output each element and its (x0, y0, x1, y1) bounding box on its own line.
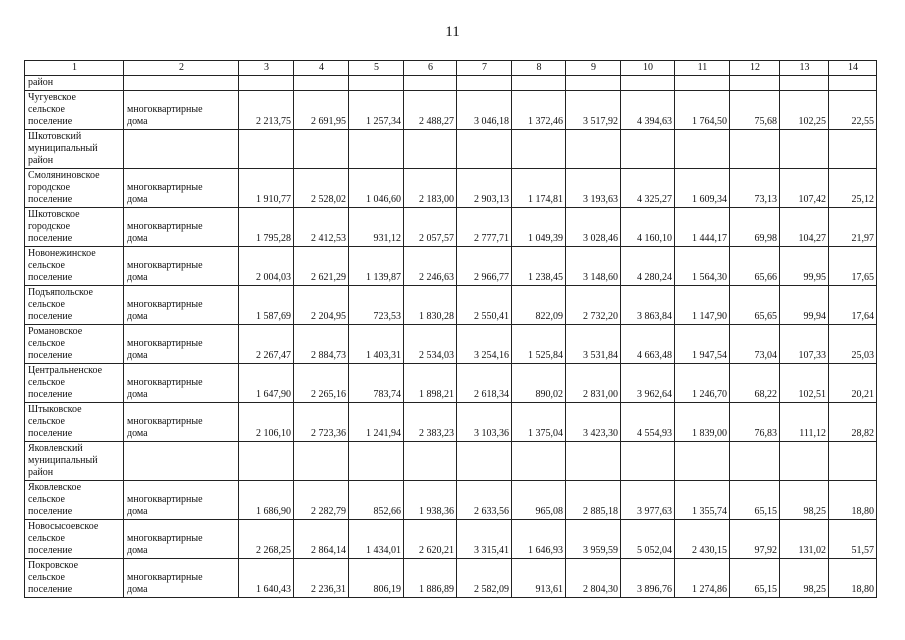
housing-type-cell (124, 559, 239, 598)
value-cell: 2 864,14 (294, 520, 349, 559)
value-cell (404, 130, 457, 169)
housing-type-cell (124, 364, 239, 403)
housing-type-line: дома (127, 389, 148, 400)
value-cell: 4 280,24 (621, 247, 675, 286)
value-cell: 3 962,64 (621, 364, 675, 403)
value-cell (621, 130, 675, 169)
housing-type-cell (124, 247, 239, 286)
value-cell: 4 394,63 (621, 91, 675, 130)
name-line: поселение (28, 506, 73, 517)
value-cell: 2 236,31 (294, 559, 349, 598)
value-cell: 1 174,81 (512, 169, 566, 208)
name-line: сельское (28, 494, 65, 505)
value-cell: 2 265,16 (294, 364, 349, 403)
name-line: муниципальный (28, 143, 98, 154)
value-cell (675, 442, 730, 481)
housing-type-line: многоквартирные (127, 494, 203, 505)
value-cell: 2 183,00 (404, 169, 457, 208)
settlement-name-cell (25, 403, 124, 442)
value-cell: 1 241,94 (349, 403, 404, 442)
value-cell: 1 686,90 (239, 481, 294, 520)
value-cell: 1 609,34 (675, 169, 730, 208)
housing-type-line: дома (127, 233, 148, 244)
value-cell (457, 130, 512, 169)
column-number-cell: 7 (457, 61, 512, 76)
value-cell (829, 442, 877, 481)
name-line: Центральненское (28, 365, 103, 376)
value-cell: 17,64 (829, 286, 877, 325)
name-line: район (28, 467, 54, 478)
table-row (25, 559, 877, 598)
column-number-cell: 12 (730, 61, 780, 76)
column-number-cell: 2 (124, 61, 239, 76)
value-cell: 75,68 (730, 91, 780, 130)
value-cell: 4 554,93 (621, 403, 675, 442)
value-cell: 99,95 (780, 247, 829, 286)
value-cell: 1 049,39 (512, 208, 566, 247)
value-cell: 2 213,75 (239, 91, 294, 130)
value-cell: 2 633,56 (457, 481, 512, 520)
column-number-cell: 13 (780, 61, 829, 76)
name-line: городское (28, 182, 71, 193)
value-cell (675, 130, 730, 169)
value-cell: 3 315,41 (457, 520, 512, 559)
table-row (25, 169, 877, 208)
name-line: сельское (28, 338, 65, 349)
value-cell: 4 325,27 (621, 169, 675, 208)
settlement-name-cell (25, 208, 124, 247)
value-cell: 890,02 (512, 364, 566, 403)
value-cell: 2 691,95 (294, 91, 349, 130)
value-cell (730, 76, 780, 91)
value-cell: 97,92 (730, 520, 780, 559)
value-cell (730, 130, 780, 169)
value-cell: 76,83 (730, 403, 780, 442)
name-line: городское (28, 221, 71, 232)
value-cell (730, 442, 780, 481)
value-cell: 102,51 (780, 364, 829, 403)
value-cell: 913,61 (512, 559, 566, 598)
value-cell (780, 76, 829, 91)
value-cell (349, 76, 404, 91)
value-cell: 68,22 (730, 364, 780, 403)
value-cell: 3 531,84 (566, 325, 621, 364)
name-line: поселение (28, 389, 73, 400)
housing-type-line: многоквартирные (127, 377, 203, 388)
value-cell: 5 052,04 (621, 520, 675, 559)
value-cell: 822,09 (512, 286, 566, 325)
value-cell: 2 246,63 (404, 247, 457, 286)
housing-type-line: многоквартирные (127, 221, 203, 232)
value-cell: 723,53 (349, 286, 404, 325)
value-cell: 1 647,90 (239, 364, 294, 403)
value-cell (294, 130, 349, 169)
name-line: сельское (28, 260, 65, 271)
value-cell (829, 130, 877, 169)
housing-type-cell (124, 130, 239, 169)
value-cell: 1 886,89 (404, 559, 457, 598)
value-cell (457, 76, 512, 91)
name-line: сельское (28, 377, 65, 388)
value-cell (294, 76, 349, 91)
value-cell (780, 130, 829, 169)
value-cell: 1 238,45 (512, 247, 566, 286)
value-cell: 17,65 (829, 247, 877, 286)
value-cell: 1 375,04 (512, 403, 566, 442)
value-cell (294, 442, 349, 481)
value-cell: 1 139,87 (349, 247, 404, 286)
value-cell (829, 76, 877, 91)
value-cell: 2 777,71 (457, 208, 512, 247)
district-name-cell (25, 130, 124, 169)
name-line: Яковлевское (28, 482, 82, 493)
value-cell (512, 76, 566, 91)
value-cell (621, 442, 675, 481)
name-line: поселение (28, 116, 73, 127)
value-cell: 2 204,95 (294, 286, 349, 325)
value-cell (780, 442, 829, 481)
value-cell: 2 804,30 (566, 559, 621, 598)
value-cell: 2 732,20 (566, 286, 621, 325)
value-cell: 1 564,30 (675, 247, 730, 286)
settlement-name-cell (25, 169, 124, 208)
value-cell: 25,03 (829, 325, 877, 364)
housing-type-line: дома (127, 506, 148, 517)
housing-type-line: многоквартирные (127, 104, 203, 115)
value-cell: 1 525,84 (512, 325, 566, 364)
value-cell: 852,66 (349, 481, 404, 520)
value-cell: 2 534,03 (404, 325, 457, 364)
value-cell (512, 442, 566, 481)
name-line: район (28, 77, 54, 88)
value-cell: 1 830,28 (404, 286, 457, 325)
housing-type-line: многоквартирные (127, 572, 203, 583)
value-cell: 965,08 (512, 481, 566, 520)
value-cell: 2 550,41 (457, 286, 512, 325)
column-number-row (25, 61, 877, 76)
housing-type-line: дома (127, 272, 148, 283)
value-cell: 1 372,46 (512, 91, 566, 130)
value-cell: 3 193,63 (566, 169, 621, 208)
value-cell: 18,80 (829, 559, 877, 598)
value-cell: 1 587,69 (239, 286, 294, 325)
name-line: Подъяпольское (28, 287, 93, 298)
value-cell: 1 355,74 (675, 481, 730, 520)
column-number-cell: 10 (621, 61, 675, 76)
housing-type-line: дома (127, 350, 148, 361)
value-cell: 3 959,59 (566, 520, 621, 559)
value-cell: 806,19 (349, 559, 404, 598)
settlement-name-cell (25, 559, 124, 598)
table-body (25, 61, 877, 598)
value-cell: 20,21 (829, 364, 877, 403)
value-cell (349, 130, 404, 169)
value-cell (675, 76, 730, 91)
table-row (25, 286, 877, 325)
name-line: Штыковское (28, 404, 82, 415)
page-number: 11 (445, 24, 460, 40)
value-cell: 2 966,77 (457, 247, 512, 286)
value-cell: 1 898,21 (404, 364, 457, 403)
name-line: сельское (28, 299, 65, 310)
value-cell: 1 910,77 (239, 169, 294, 208)
settlement-name-cell (25, 325, 124, 364)
column-number-cell: 6 (404, 61, 457, 76)
housing-type-cell (124, 403, 239, 442)
value-cell: 1 764,50 (675, 91, 730, 130)
value-cell: 2 004,03 (239, 247, 294, 286)
settlement-name-cell (25, 520, 124, 559)
value-cell: 65,66 (730, 247, 780, 286)
value-cell: 2 267,47 (239, 325, 294, 364)
housing-type-line: дома (127, 428, 148, 439)
value-cell: 1 444,17 (675, 208, 730, 247)
value-cell: 3 046,18 (457, 91, 512, 130)
value-cell: 1 947,54 (675, 325, 730, 364)
name-line: Шкотовское (28, 209, 80, 220)
value-cell (621, 76, 675, 91)
name-line: Романовское (28, 326, 83, 337)
housing-type-cell (124, 325, 239, 364)
value-cell: 1 938,36 (404, 481, 457, 520)
value-cell: 2 268,25 (239, 520, 294, 559)
value-cell: 3 423,30 (566, 403, 621, 442)
value-cell: 2 620,21 (404, 520, 457, 559)
settlement-name-cell (25, 481, 124, 520)
value-cell (566, 130, 621, 169)
housing-type-line: многоквартирные (127, 182, 203, 193)
settlement-name-cell (25, 364, 124, 403)
table-row (25, 91, 877, 130)
district-row (25, 130, 877, 169)
value-cell: 51,57 (829, 520, 877, 559)
value-cell: 2 057,57 (404, 208, 457, 247)
value-cell (566, 76, 621, 91)
value-cell: 1 795,28 (239, 208, 294, 247)
value-cell: 102,25 (780, 91, 829, 130)
value-cell (239, 76, 294, 91)
value-cell: 1 403,31 (349, 325, 404, 364)
table-row (25, 520, 877, 559)
value-cell: 98,25 (780, 481, 829, 520)
name-line: поселение (28, 194, 73, 205)
value-cell: 99,94 (780, 286, 829, 325)
housing-type-cell (124, 76, 239, 91)
name-line: сельское (28, 416, 65, 427)
column-number-cell: 4 (294, 61, 349, 76)
value-cell: 3 977,63 (621, 481, 675, 520)
column-number-cell: 1 (25, 61, 124, 76)
table-row (25, 481, 877, 520)
column-number-cell: 14 (829, 61, 877, 76)
name-line: сельское (28, 572, 65, 583)
name-line: поселение (28, 584, 73, 595)
value-cell: 931,12 (349, 208, 404, 247)
name-line: Чугуевское (28, 92, 76, 103)
value-cell: 2 884,73 (294, 325, 349, 364)
name-line: поселение (28, 545, 73, 556)
name-line: сельское (28, 104, 65, 115)
column-number-cell: 8 (512, 61, 566, 76)
district-name-cell (25, 442, 124, 481)
value-cell (566, 442, 621, 481)
housing-type-line: многоквартирные (127, 416, 203, 427)
value-cell: 2 106,10 (239, 403, 294, 442)
housing-type-cell (124, 442, 239, 481)
table-row (25, 325, 877, 364)
value-cell: 1 147,90 (675, 286, 730, 325)
housing-type-cell (124, 286, 239, 325)
value-cell: 2 885,18 (566, 481, 621, 520)
table-row (25, 364, 877, 403)
value-cell: 1 434,01 (349, 520, 404, 559)
housing-type-cell (124, 91, 239, 130)
name-line: Покровское (28, 560, 79, 571)
housing-type-line: многоквартирные (127, 533, 203, 544)
value-cell: 1 046,60 (349, 169, 404, 208)
name-line: Яковлевский (28, 443, 83, 454)
value-cell: 65,15 (730, 481, 780, 520)
district-name-cell (25, 76, 124, 91)
column-number-cell: 5 (349, 61, 404, 76)
housing-type-cell (124, 520, 239, 559)
column-number-cell: 3 (239, 61, 294, 76)
value-cell: 3 896,76 (621, 559, 675, 598)
name-line: поселение (28, 350, 73, 361)
name-line: поселение (28, 428, 73, 439)
value-cell: 2 282,79 (294, 481, 349, 520)
column-number-cell: 11 (675, 61, 730, 76)
value-cell: 104,27 (780, 208, 829, 247)
value-cell: 21,97 (829, 208, 877, 247)
value-cell: 2 383,23 (404, 403, 457, 442)
value-cell: 3 103,36 (457, 403, 512, 442)
value-cell: 69,98 (730, 208, 780, 247)
value-cell: 2 621,29 (294, 247, 349, 286)
name-line: Новосысоевское (28, 521, 99, 532)
value-cell: 2 430,15 (675, 520, 730, 559)
value-cell: 65,65 (730, 286, 780, 325)
value-cell: 1 640,43 (239, 559, 294, 598)
value-cell: 18,80 (829, 481, 877, 520)
value-cell: 22,55 (829, 91, 877, 130)
value-cell: 2 582,09 (457, 559, 512, 598)
value-cell (404, 76, 457, 91)
value-cell (457, 442, 512, 481)
value-cell (239, 442, 294, 481)
value-cell: 4 160,10 (621, 208, 675, 247)
housing-type-line: многоквартирные (127, 299, 203, 310)
housing-type-line: многоквартирные (127, 338, 203, 349)
value-cell (512, 130, 566, 169)
value-cell: 111,12 (780, 403, 829, 442)
name-line: район (28, 155, 54, 166)
table-row (25, 208, 877, 247)
settlement-name-cell (25, 91, 124, 130)
housing-type-line: дома (127, 311, 148, 322)
name-line: Новонежинское (28, 248, 96, 259)
value-cell: 1 246,70 (675, 364, 730, 403)
value-cell: 1 257,34 (349, 91, 404, 130)
value-cell: 3 254,16 (457, 325, 512, 364)
column-number-cell: 9 (566, 61, 621, 76)
value-cell: 28,82 (829, 403, 877, 442)
value-cell: 131,02 (780, 520, 829, 559)
value-cell: 73,13 (730, 169, 780, 208)
housing-type-cell (124, 481, 239, 520)
housing-type-cell (124, 208, 239, 247)
value-cell: 3 028,46 (566, 208, 621, 247)
table-row (25, 403, 877, 442)
value-cell: 2 412,53 (294, 208, 349, 247)
name-line: поселение (28, 272, 73, 283)
housing-type-line: дома (127, 116, 148, 127)
value-cell (404, 442, 457, 481)
housing-type-line: дома (127, 584, 148, 595)
value-cell: 98,25 (780, 559, 829, 598)
value-cell: 65,15 (730, 559, 780, 598)
value-cell: 783,74 (349, 364, 404, 403)
settlement-name-cell (25, 286, 124, 325)
value-cell: 107,33 (780, 325, 829, 364)
value-cell: 107,42 (780, 169, 829, 208)
value-cell: 3 148,60 (566, 247, 621, 286)
value-cell: 2 618,34 (457, 364, 512, 403)
value-cell: 3 517,92 (566, 91, 621, 130)
value-cell: 2 528,02 (294, 169, 349, 208)
name-line: Шкотовский (28, 131, 82, 142)
value-cell: 2 831,00 (566, 364, 621, 403)
value-cell: 4 663,48 (621, 325, 675, 364)
name-line: поселение (28, 233, 73, 244)
value-cell: 25,12 (829, 169, 877, 208)
settlement-name-cell (25, 247, 124, 286)
tariff-table (24, 60, 877, 598)
name-line: Смоляниновское (28, 170, 100, 181)
value-cell: 3 863,84 (621, 286, 675, 325)
value-cell: 1 646,93 (512, 520, 566, 559)
name-line: муниципальный (28, 455, 98, 466)
value-cell (239, 130, 294, 169)
housing-type-line: дома (127, 194, 148, 205)
value-cell: 1 274,86 (675, 559, 730, 598)
value-cell: 2 488,27 (404, 91, 457, 130)
name-line: поселение (28, 311, 73, 322)
housing-type-cell (124, 169, 239, 208)
value-cell: 1 839,00 (675, 403, 730, 442)
value-cell: 2 903,13 (457, 169, 512, 208)
table-row (25, 247, 877, 286)
housing-type-line: многоквартирные (127, 260, 203, 271)
name-line: сельское (28, 533, 65, 544)
value-cell (349, 442, 404, 481)
value-cell: 73,04 (730, 325, 780, 364)
district-row (25, 76, 877, 91)
district-row (25, 442, 877, 481)
housing-type-line: дома (127, 545, 148, 556)
value-cell: 2 723,36 (294, 403, 349, 442)
